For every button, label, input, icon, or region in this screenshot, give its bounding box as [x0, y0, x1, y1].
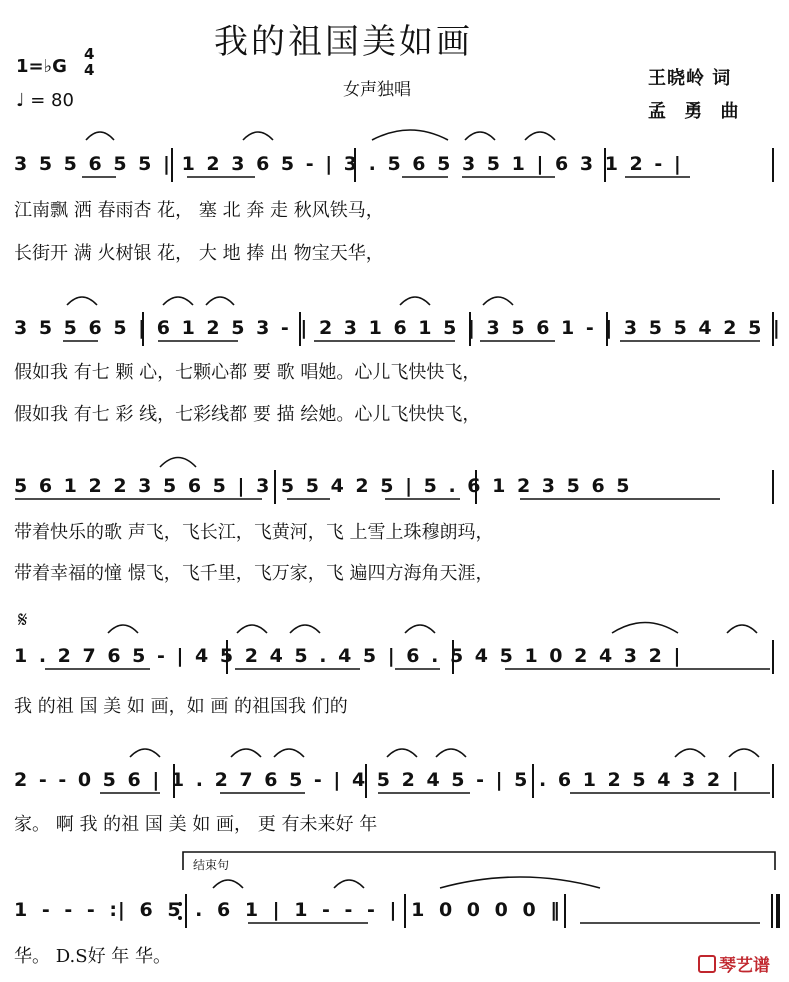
composer-credit: 孟 勇 曲	[648, 101, 745, 122]
logo-icon	[698, 955, 716, 973]
notation-line-4: 1 . 2 7 6 5 - | 4 5 2 4 5 . 4 5 | 6 . 5 4 5 1 0 2 4 3 2 |	[14, 645, 682, 667]
lyric-line-2a: 假如我 有七 颗 心，七颗心都 要 歌 唱她。心儿飞快快飞，	[14, 362, 481, 383]
time-sig-bottom: 4	[84, 61, 95, 79]
notation-line-5: 2 - - 0 5 6 | 1 . 2 7 6 5 - | 4 5 2 4 5 - | 5 . 6 1 2 5 4 3 2 |	[14, 769, 740, 791]
lyric-line-2b: 假如我 有七 彩 线，七彩线都 要 描 绘她。心儿飞快快飞，	[14, 404, 481, 425]
lyric-line-4: 我 的祖 国 美 如 画，如 画 的祖国我 们的	[14, 696, 348, 717]
notation-line-6: 1 - - - :| 6 5 . 6 1 | 1 - - - | 1 0 0 0 0 ‖	[14, 899, 561, 921]
lyric-line-3a: 带着快乐的歌 声飞，飞长江，飞黄河，飞 上雪上珠穆朗玛，	[14, 522, 494, 543]
site-watermark	[698, 951, 770, 976]
notation-line-1: 3 5 5 6 5 5 | 1 2 3 6 5 - | 3 . 5 6 5 3 5 1 | 6 3 1 2 - |	[14, 153, 682, 175]
lyric-line-6: 华。 D.S好 年 华。	[14, 946, 172, 967]
ending-label: 结束句	[193, 858, 230, 872]
lyric-line-5: 家。 啊 我 的祖 国 美 如 画， 更 有未来好 年	[14, 814, 378, 835]
key-signature: 1=♭G	[16, 56, 67, 77]
lyric-line-3b: 带着幸福的憧 憬飞，飞千里，飞万家，飞 遍四方海角天涯，	[14, 563, 494, 584]
performance-type: 女声独唱	[343, 80, 411, 100]
watermark-text: 琴艺谱	[719, 956, 770, 976]
lyricist-credit: 王晓岭 词	[648, 68, 732, 89]
lyric-line-1b: 长街开 满 火树银 花， 大 地 捧 出 物宝天华，	[14, 243, 384, 264]
song-title: 我的祖国美如画	[214, 22, 473, 62]
tempo-marking: ♩ = 80	[16, 90, 74, 111]
notation-line-3: 5 6 1 2 2 3 5 6 5 | 3 5 5 4 2 5 | 5 . 6 1 2 3 5 6 5	[14, 475, 631, 497]
segno-sign: 𝄋	[18, 608, 28, 633]
lyric-line-1a: 江南飘 洒 春雨杏 花， 塞 北 奔 走 秋风铁马，	[14, 200, 384, 221]
notation-line-2: 3 5 5 6 5 | 6 1 2 5 3 - | 2 3 1 6 1 5 | 3 5 6 1 - | 3 5 5 4 2 5 |	[14, 317, 781, 339]
time-sig-top: 4	[84, 45, 95, 63]
